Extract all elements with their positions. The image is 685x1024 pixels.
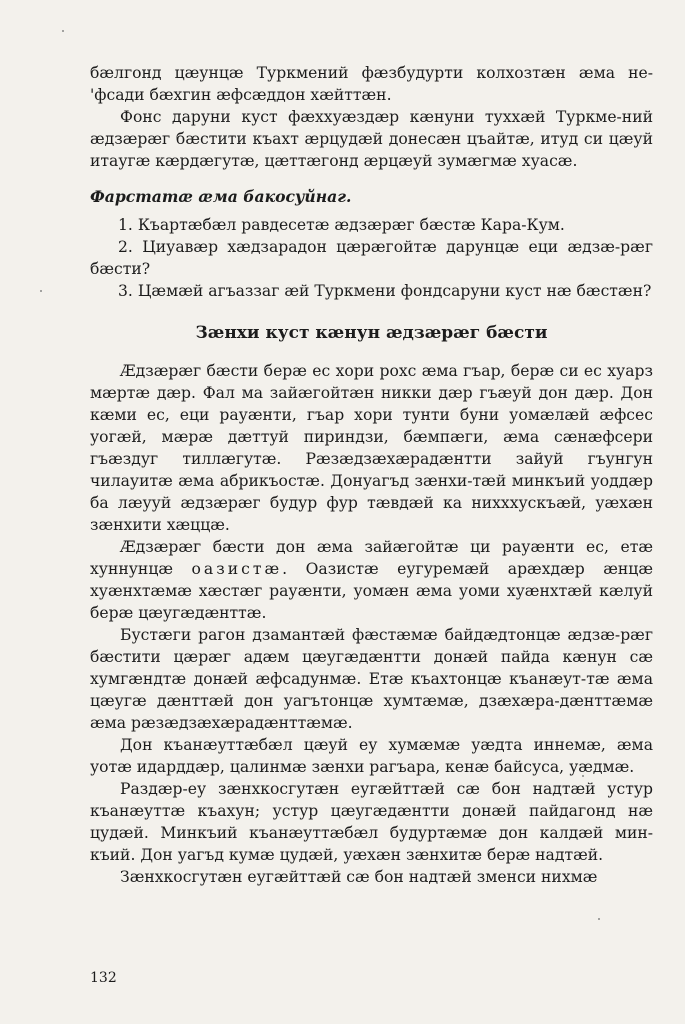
section-paragraph-4: Дон къанæуттæбæл цæуй еу хумæмæ уæдта иннемæ, æма уотæ идарддæр, цалинмæ зæнхи рагъара, кенæ байсуса, уæдмæ. — [90, 736, 653, 776]
emphasized-term: оазистæ — [191, 560, 283, 578]
section-paragraph-1: Æдзæрæг бæсти берæ ес хори рохс æма гъар, берæ си ес хуарз мæртæ дæр. Фал ма зайæгойтæн никки дæр гъæуй дон дæр. Дон кæми ес, еци рауæнти, гъар хори тунти буни уомæлæй æфсес уогæй, мæрæ дæттуй пириндзи, бæмпæги, æма сæнæфсери гъæздуг тиллæгутæ. Рæзæдзæхæрадæнтти зайуй гъунгун чилауитæ æма абрикъостæ. Донуагъд зæнхи-тæй минкъий уоддæр ба лæууй æдзæрæг будур фур тæвдæй ка нихххускъæй, уæхæн зæнхити хæццæ. — [90, 362, 653, 534]
questions-heading: Фарстатæ æма бакосуйнаг. — [90, 187, 352, 206]
intro-paragraph-2: Фонс даруни куст фæххуæздæр кæнуни туххæй Туркме-ний æдзæрæг бæстити къахт æрцудæй донесæн цъайтæ, итуд си цæуй итаугæ кæрдæгутæ, цæттæгонд æрцæуй зумæгмæ хуасæ. — [90, 108, 653, 170]
paragraph-text: Æдзæрæг бæсти дон æма зайæгойтæ ци рауæнти ес, етæ хуннунцæ — [90, 538, 653, 578]
question-item: 1. Къартæбæл равдесетæ æдзæрæг бæстæ Кара-Кум. — [118, 216, 565, 234]
page-body — [90, 62, 653, 888]
section-paragraph-3: Бустæги рагон дзамантæй фæстæмæ байдæдтонцæ æдзæ-рæг бæстити цæрæг адæм цæугæдæнтти донæй пайда кæнун сæ хумгæндтæ донæй æфсадунмæ. Етæ къахтонцæ къанæут-тæ æма цæугæ дæнттæй дон уагътонцæ хумтæмæ, дзæхæра-дæнттæмæ æма рæзæдзæхæрадæнттæмæ. — [90, 626, 653, 732]
question-item: 3. Цæмæй агъаззаг æй Туркмени фондсаруни куст нæ бæстæн? — [118, 282, 652, 300]
section-paragraph-5: Раздæр-еу зæнхкосгутæн еугæйттæй сæ бон надтæй устур къанæуттæ къахун; устур цæугæдæнтти донæй пайдагонд нæ цудæй. Минкъий къанæуттæбæл будуртæмæ дон калдæй мин-къий. Дон уагъд кумæ цудæй, уæхæн зæнхитæ берæ надтæй. — [90, 780, 653, 864]
paragraph-text: . Оазистæ еугуремæй арæхдæр æнцæ хуæнхтæмæ хæстæг рауæнти, уомæн æма уоми хуæнхтæй кæлуй берæ цæугæдæнттæ. — [90, 560, 653, 622]
section-paragraph-6: Зæнхкосгутæн еугæйттæй сæ бон надтæй зменси нихмæ — [120, 868, 598, 886]
questions-list — [90, 214, 653, 302]
section-title: Зæнхи куст кæнун æдзæрæг бæсти — [195, 323, 548, 343]
page-number: 132 — [90, 970, 117, 986]
question-item: 2. Циуавæр хæдзарадон цæрæгойтæ дарунцæ еци æдзæ-рæг бæсти? — [90, 238, 653, 278]
section-paragraph-2 — [90, 536, 653, 624]
intro-paragraph-1: бæлгонд цæунцæ Туркмений фæзбудурти колхозтæн æма не-'фсади бæхгин æфсæддон хæйттæн. — [90, 64, 653, 104]
